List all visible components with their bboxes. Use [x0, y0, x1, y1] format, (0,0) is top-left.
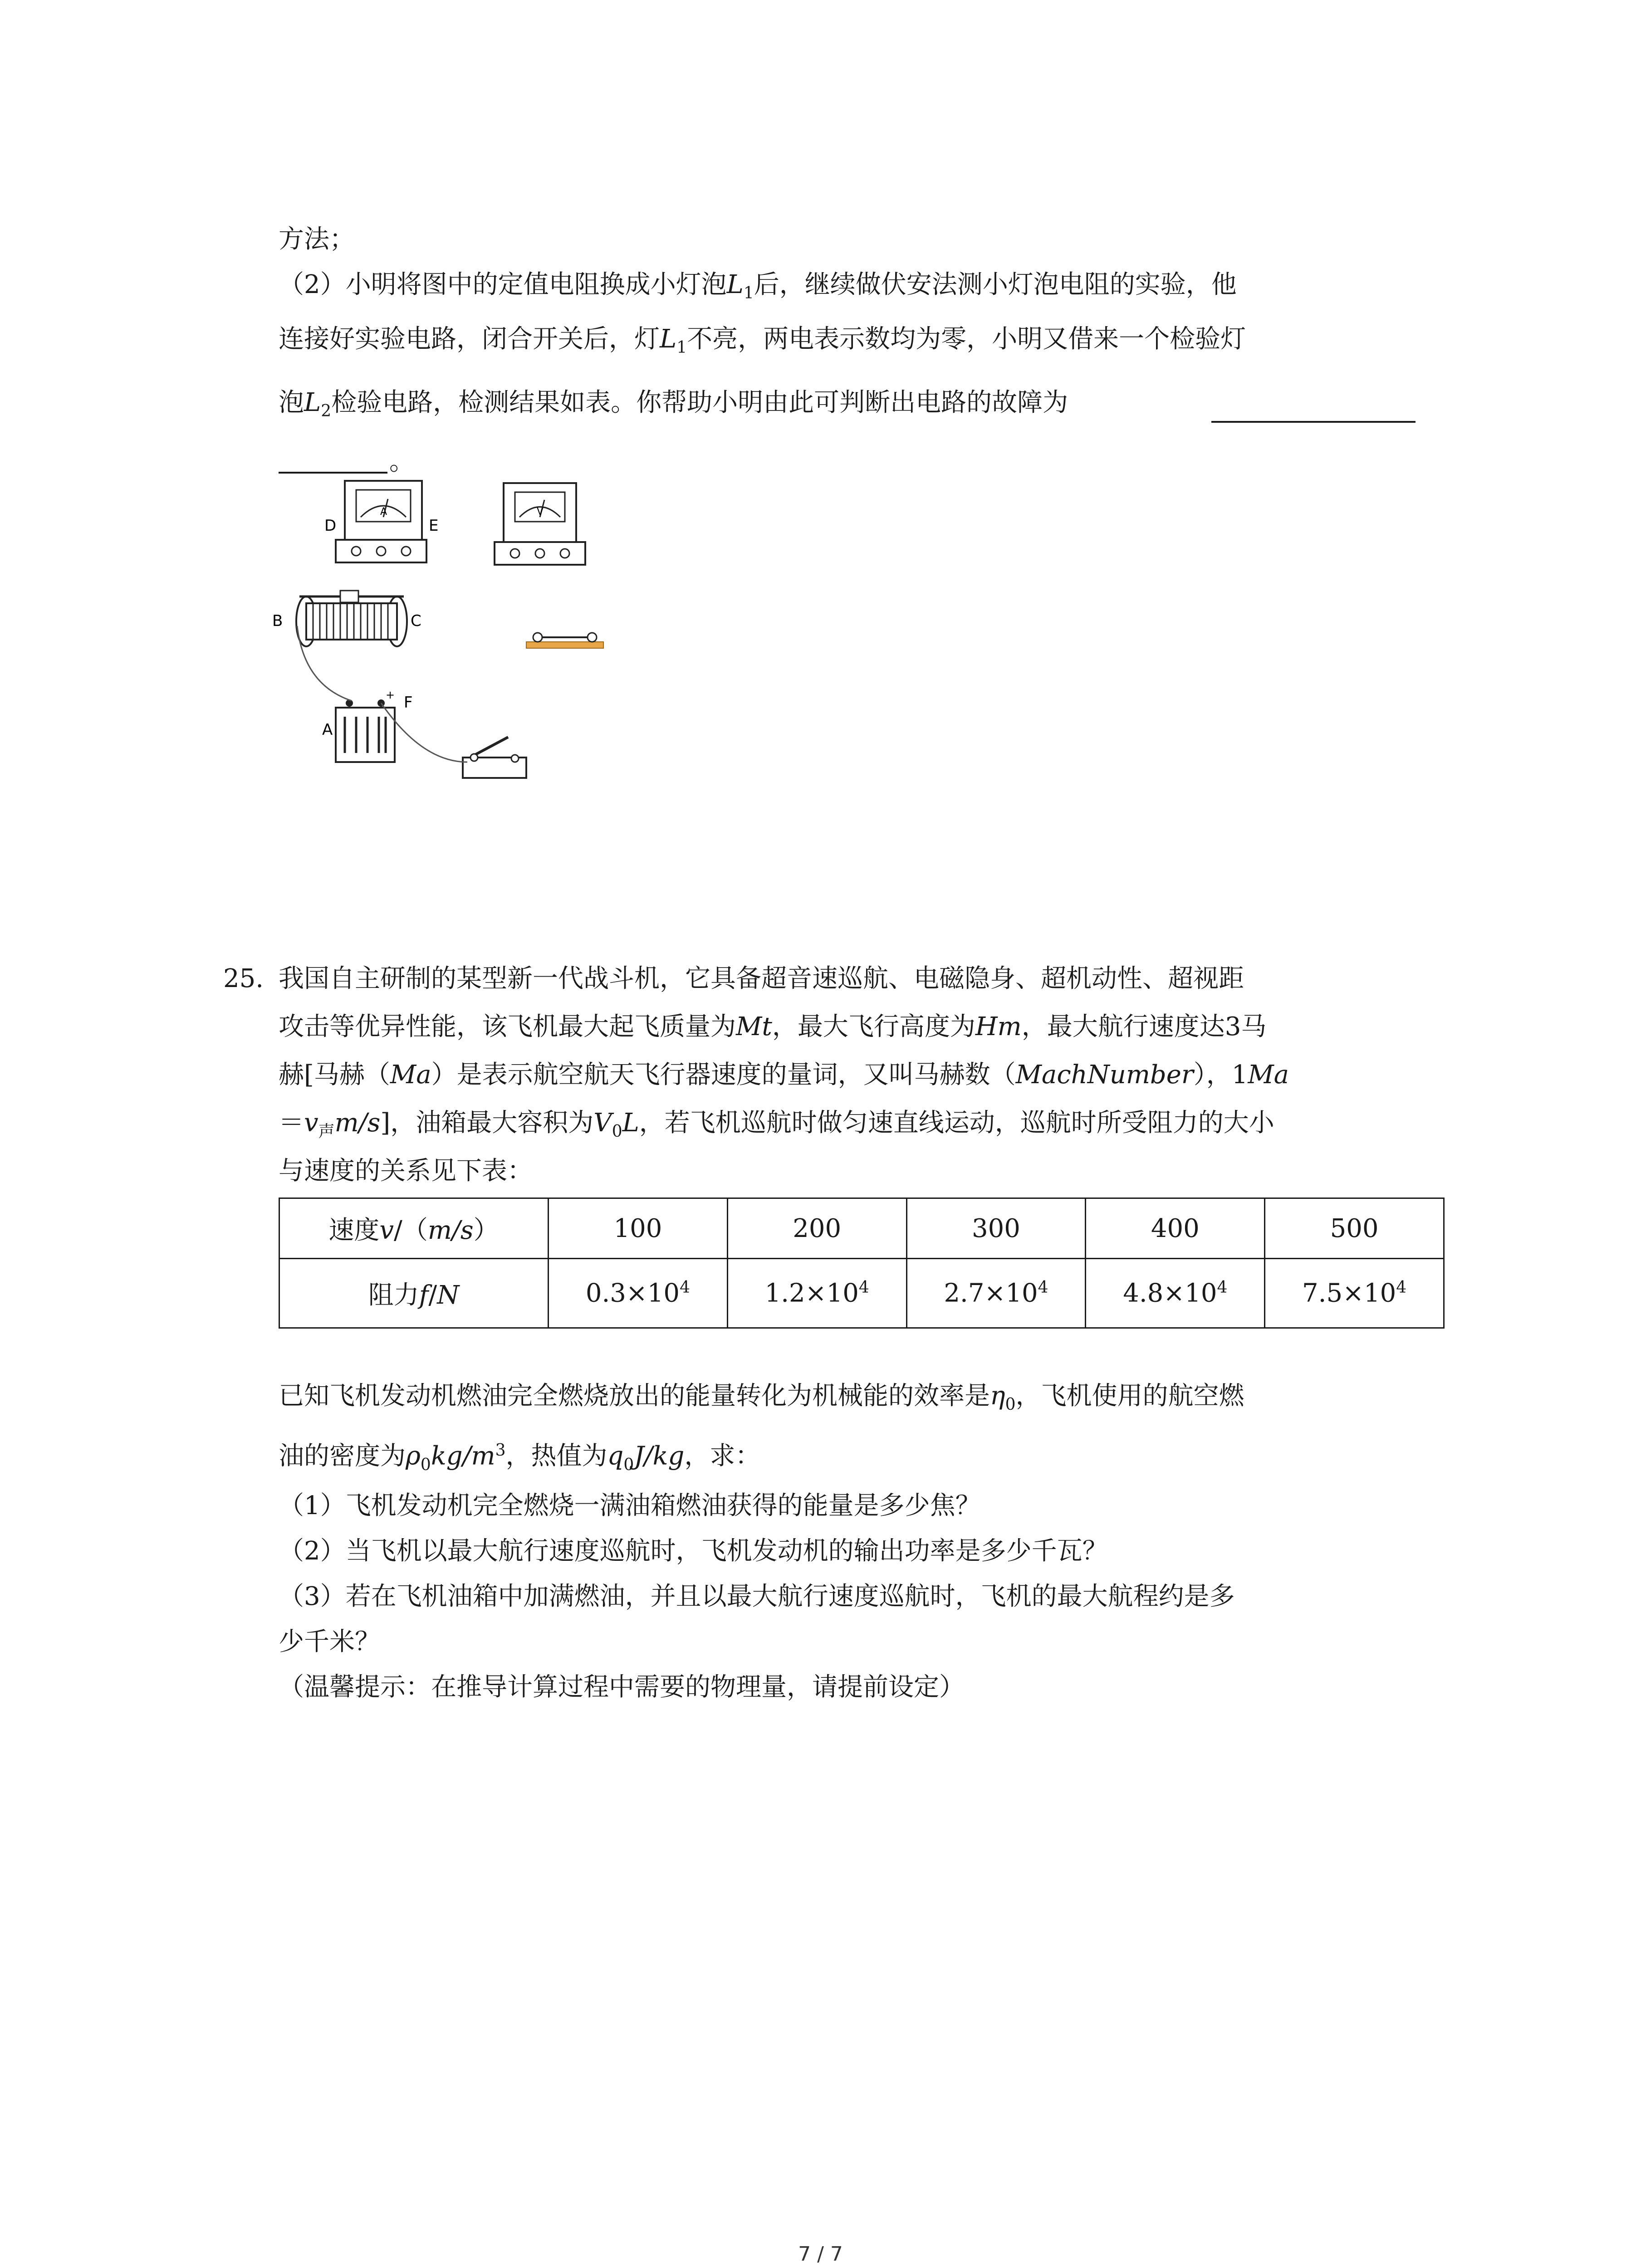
table-row — [279, 1198, 1444, 1259]
table-header-speed — [279, 1198, 549, 1259]
exponent: 4 — [680, 1278, 690, 1297]
table-cell: 300 — [906, 1198, 1086, 1259]
q25-line-2 — [279, 1014, 1266, 1040]
var-f: f — [419, 1281, 429, 1310]
text: ，最大飞行高度为 — [772, 1012, 975, 1041]
voltmeter-mark: V — [537, 506, 544, 518]
subscript: 声 — [318, 1122, 335, 1141]
value: 1.2×10 — [764, 1278, 859, 1308]
exponent: 4 — [1217, 1278, 1228, 1297]
label-E: E — [429, 517, 439, 535]
text: ）是表示航空航天飞行器速度的量词，又叫马赫数（ — [431, 1060, 1016, 1090]
table-cell — [549, 1259, 728, 1328]
label-A: A — [322, 721, 333, 739]
table-cell — [906, 1259, 1086, 1328]
exponent: 4 — [1038, 1278, 1048, 1297]
text: 攻击等优异性能，该飞机最大起飞质量为 — [279, 1012, 736, 1041]
table-cell: 400 — [1086, 1198, 1265, 1259]
q25-sub-1 — [279, 1493, 981, 1519]
prev-line-1 — [279, 227, 355, 252]
q25-line-3 — [279, 1062, 1289, 1088]
battery-icon — [336, 689, 395, 762]
var-V: V — [593, 1108, 612, 1138]
speed-drag-table — [279, 1198, 1445, 1329]
subscript: 0 — [612, 1122, 622, 1141]
q25-hint — [279, 1672, 965, 1702]
text: 。 — [389, 447, 415, 476]
switch-icon — [463, 737, 526, 778]
circuit-figure — [272, 472, 626, 798]
text: ＝ — [279, 1108, 304, 1138]
var-rho: ρ — [406, 1441, 421, 1471]
svg-text:+: + — [386, 689, 395, 701]
prev-line-3 — [279, 324, 1246, 357]
table-cell: 100 — [549, 1198, 728, 1259]
label-F: F — [404, 694, 413, 712]
var-L: L — [304, 388, 321, 417]
text: （2）小明将图中的定值电阻换成小灯泡 — [279, 270, 727, 299]
table-header-drag — [279, 1259, 549, 1328]
prev-line-5 — [389, 449, 415, 474]
table-cell: 500 — [1265, 1198, 1444, 1259]
unit: m/s — [334, 1108, 381, 1138]
q25-line-4 — [279, 1110, 1274, 1140]
q25-after-line-2 — [279, 1442, 760, 1473]
text: 速度 — [328, 1216, 380, 1245]
unit: J/kg — [634, 1441, 685, 1471]
var-Hm: Hm — [975, 1012, 1022, 1041]
unit: N — [437, 1281, 460, 1310]
subscript: 1 — [743, 284, 754, 303]
resistor-icon — [526, 633, 603, 648]
text: ） — [473, 1216, 499, 1245]
text: 泡 — [279, 388, 304, 417]
var-v: v — [379, 1216, 394, 1245]
text: ，最大航行速度达3马 — [1021, 1012, 1267, 1041]
text: ，飞机使用的航空燃 — [1015, 1381, 1244, 1411]
q25-line-1 — [279, 966, 1244, 992]
text: 已知飞机发动机燃油完全燃烧放出的能量转化为机械能的效率是 — [279, 1381, 990, 1411]
text: ），1 — [1193, 1060, 1248, 1090]
label-B: B — [272, 612, 283, 630]
text: ]，油箱最大容积为 — [380, 1108, 594, 1138]
q25-line-5 — [279, 1158, 533, 1184]
table-cell — [1265, 1259, 1444, 1328]
rheostat-icon — [296, 591, 407, 646]
subscript: 1 — [676, 338, 687, 357]
text: 后，继续做伏安法测小灯泡电阻的实验，他 — [754, 270, 1237, 299]
text: ，热值为 — [505, 1441, 607, 1471]
value: 7.5×10 — [1302, 1278, 1396, 1308]
value: 4.8×10 — [1123, 1278, 1217, 1308]
q25-after-line-1 — [279, 1383, 1244, 1413]
voltmeter-icon — [495, 483, 585, 565]
var-L: L — [726, 270, 744, 299]
prev-line-2 — [279, 272, 1237, 302]
text: （温馨提示：在推导计算过程中需要的物理量，请提前设定） — [279, 1672, 965, 1702]
subscript: 0 — [623, 1455, 634, 1474]
text: /（ — [394, 1216, 428, 1245]
page-number: 7 / 7 — [798, 2243, 843, 2266]
label-D: D — [324, 517, 337, 535]
exponent: 4 — [858, 1278, 869, 1297]
q25-number — [223, 966, 264, 992]
var-Ma: Ma — [390, 1060, 431, 1090]
var-Ma: Ma — [1248, 1060, 1289, 1090]
text: 连接好实验电路，闭合开关后，灯 — [279, 324, 660, 354]
text: 检验电路，检测结果如表。你帮助小明由此可判断出电路的故障为 — [331, 388, 1068, 417]
text: ，若飞机巡航时做匀速直线运动，巡航时所受阻力的大小 — [639, 1108, 1274, 1138]
question-number: 25. — [223, 964, 264, 993]
table-row — [279, 1259, 1444, 1328]
text: / — [428, 1281, 437, 1310]
text: 与速度的关系见下表： — [279, 1156, 533, 1186]
subscript: 0 — [1005, 1395, 1016, 1414]
text: 赫[马赫（ — [279, 1060, 390, 1090]
unit: L — [622, 1108, 639, 1138]
text: 阻力 — [368, 1281, 419, 1310]
ammeter-mark: A — [380, 506, 387, 518]
q25-sub-3a — [279, 1584, 1235, 1609]
exponent: 4 — [1396, 1278, 1407, 1297]
subscript: 0 — [420, 1455, 431, 1474]
answer-blank-line-1[interactable] — [1211, 421, 1416, 423]
var-Mt: Mt — [736, 1012, 772, 1041]
text: （3）若在飞机油箱中加满燃油，并且以最大航行速度巡航时，飞机的最大航程约是多 — [279, 1582, 1235, 1611]
value: 0.3×10 — [585, 1278, 680, 1308]
subscript: 2 — [321, 402, 332, 421]
table-cell — [727, 1259, 906, 1328]
text: （2）当飞机以最大航行速度巡航时，飞机发动机的输出功率是多少千瓦？ — [279, 1536, 1108, 1566]
text: 不亮，两电表示数均为零，小明又借来一个检验灯 — [687, 324, 1246, 354]
var-eta: η — [990, 1381, 1005, 1411]
q25-sub-2 — [279, 1536, 1108, 1566]
label-C: C — [411, 612, 421, 630]
q25-sub-3b — [279, 1629, 380, 1655]
text: （1）飞机发动机完全燃烧一满油箱燃油获得的能量是多少焦？ — [279, 1491, 981, 1520]
prev-line-4 — [279, 390, 1068, 420]
value: 2.7×10 — [944, 1278, 1038, 1308]
text: 我国自主研制的某型新一代战斗机，它具备超音速巡航、电磁隐身、超机动性、超视距 — [279, 964, 1244, 993]
ammeter-icon — [336, 481, 426, 562]
table-cell: 200 — [727, 1198, 906, 1259]
table-cell — [1086, 1259, 1265, 1328]
unit: m/s — [427, 1216, 474, 1245]
var-q: q — [607, 1441, 624, 1471]
text: 油的密度为 — [279, 1441, 406, 1471]
text: ，求： — [684, 1441, 761, 1471]
unit: kg/m — [431, 1441, 495, 1471]
var-machnumber: MachNumber — [1015, 1060, 1194, 1090]
var-v: v — [304, 1108, 318, 1138]
text: 方法； — [279, 225, 355, 254]
superscript: 3 — [495, 1441, 506, 1460]
var-L: L — [660, 324, 677, 354]
text: 少千米？ — [279, 1627, 380, 1657]
